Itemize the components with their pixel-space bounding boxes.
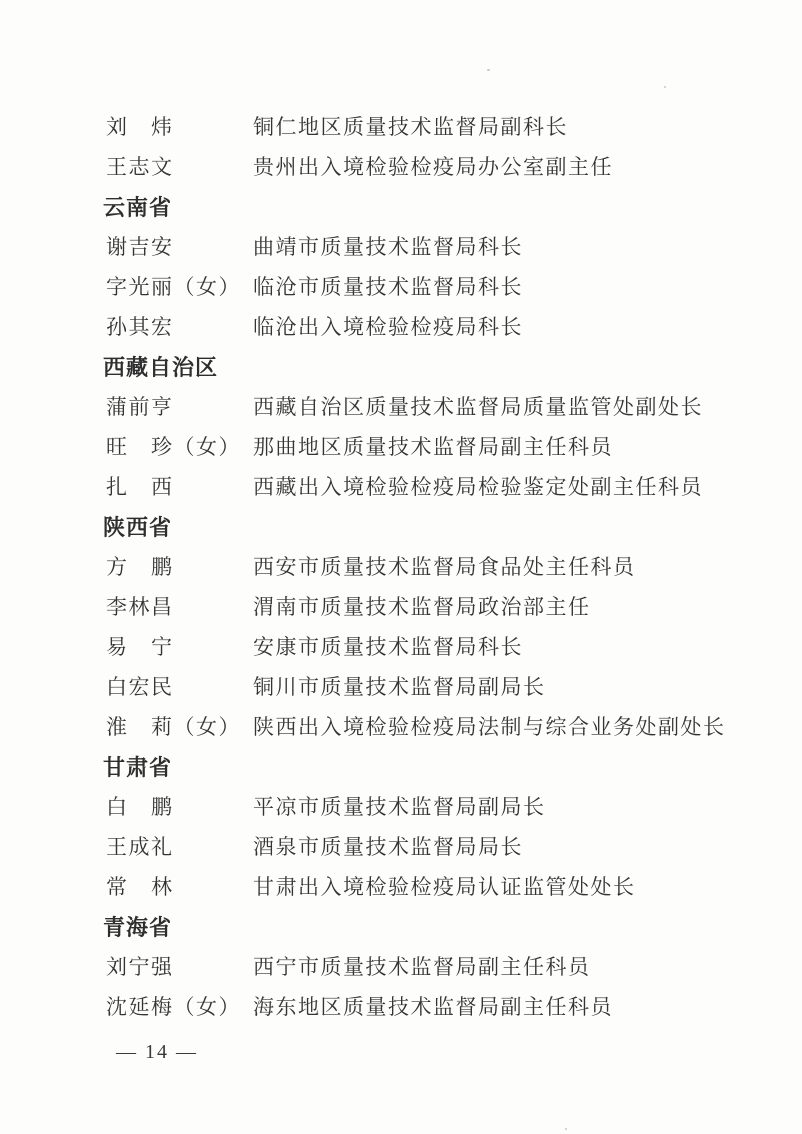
person-title: 陕西出入境检验检疫局法制与综合业务处副处长 [253,715,726,739]
person-title: 贵州出入境检验检疫局办公室副主任 [253,155,613,179]
section-heading: 陕西省 [103,514,173,540]
person-row [106,466,766,506]
entries-list [103,106,766,1026]
person-name: 王成礼 [106,835,174,859]
person-name: 淮 莉（女） [106,715,241,739]
person-name: 旺 珍（女） [106,435,241,459]
person-row [106,146,766,186]
person-name: 沈延梅（女） [106,995,241,1019]
person-name: 李林昌 [106,595,174,619]
person-name: 白 鹏 [106,795,174,819]
person-row [106,106,766,146]
person-title: 铜仁地区质量技术监督局副科长 [253,115,568,139]
page-number: — 14 — [116,1041,198,1063]
person-title: 铜川市质量技术监督局副局长 [253,675,546,699]
person-title: 平凉市质量技术监督局副局长 [253,795,546,819]
person-row [106,426,766,466]
person-row [106,786,766,826]
person-row [106,626,766,666]
person-title: 海东地区质量技术监督局副主任科员 [253,995,613,1019]
person-title: 临沧出入境检验检疫局科长 [253,315,523,339]
person-row [106,826,766,866]
person-row [106,266,766,306]
section-heading: 西藏自治区 [103,354,219,380]
person-row [106,386,766,426]
person-name: 蒲前亨 [106,395,174,419]
section-heading: 甘肃省 [103,754,173,780]
section-heading-row [103,186,766,226]
person-row [106,306,766,346]
person-title: 渭南市质量技术监督局政治部主任 [253,595,591,619]
person-row [106,546,766,586]
section-heading-row [103,746,766,786]
person-name: 易 宁 [106,635,174,659]
person-name: 王志文 [106,155,174,179]
section-heading-row [103,506,766,546]
section-heading-row [103,906,766,946]
person-title: 甘肃出入境检验检疫局认证监管处处长 [253,875,636,899]
person-title: 西宁市质量技术监督局副主任科员 [253,955,591,979]
person-title: 酒泉市质量技术监督局局长 [253,835,523,859]
scan-speck [565,1128,567,1130]
section-heading-row [103,346,766,386]
person-name: 常 林 [106,875,174,899]
person-title: 临沧市质量技术监督局科长 [253,275,523,299]
person-name: 白宏民 [106,675,174,699]
person-name: 扎 西 [106,475,174,499]
person-name: 孙其宏 [106,315,174,339]
person-name: 谢吉安 [106,235,174,259]
scan-speck [664,86,666,88]
person-row [106,706,766,746]
person-title: 西安市质量技术监督局食品处主任科员 [253,555,636,579]
person-title: 安康市质量技术监督局科长 [253,635,523,659]
person-name: 方 鹏 [106,555,174,579]
person-name: 刘 炜 [106,115,174,139]
section-heading: 青海省 [103,914,173,940]
person-row [106,226,766,266]
person-title: 曲靖市质量技术监督局科长 [253,235,523,259]
person-title: 那曲地区质量技术监督局副主任科员 [253,435,613,459]
person-row [106,666,766,706]
scan-speck [487,69,490,71]
section-heading: 云南省 [103,194,173,220]
person-title: 西藏出入境检验检疫局检验鉴定处副主任科员 [253,475,703,499]
person-row [106,586,766,626]
person-row [106,866,766,906]
person-row [106,986,766,1026]
person-row [106,946,766,986]
person-title: 西藏自治区质量技术监督局质量监管处副处长 [253,395,703,419]
person-name: 字光丽（女） [106,275,241,299]
person-name: 刘宁强 [106,955,174,979]
